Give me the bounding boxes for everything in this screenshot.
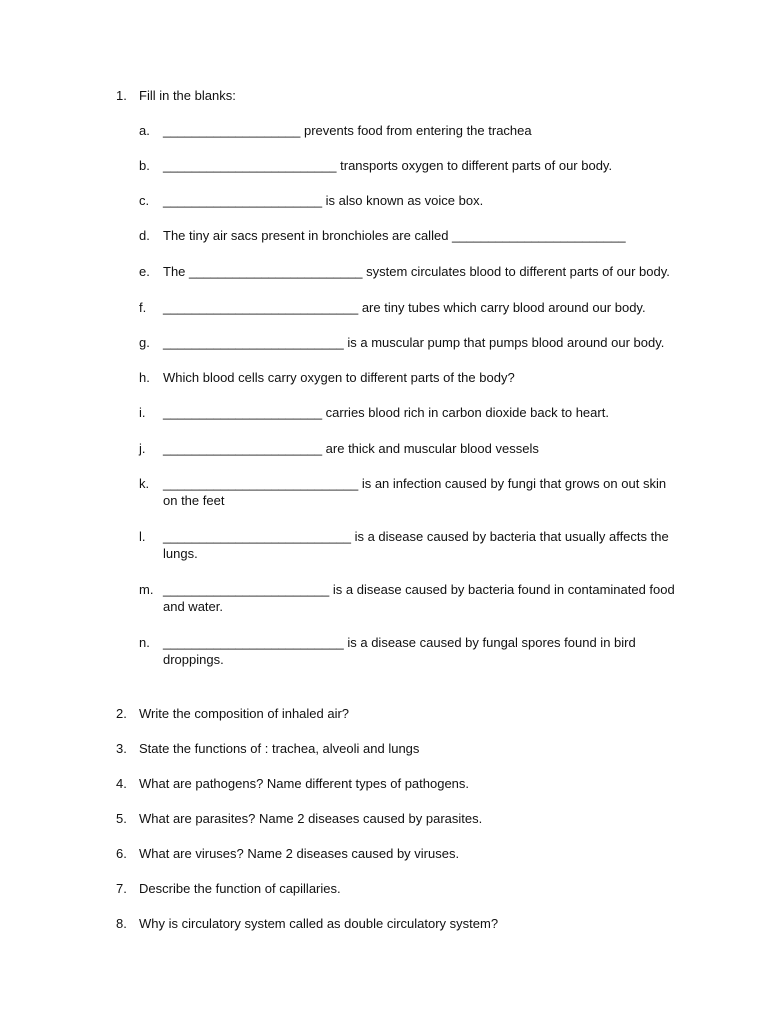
- item-letter: d.: [139, 228, 150, 243]
- item-letter: n.: [139, 635, 150, 650]
- item-text: The tiny air sacs present in bronchioles are called ________________________: [163, 228, 626, 243]
- question-text: Describe the function of capillaries.: [139, 881, 341, 896]
- question-number: 2.: [116, 706, 127, 721]
- item-text: ______________________ carries blood rich in carbon dioxide back to heart.: [163, 405, 609, 420]
- item-letter: a.: [139, 123, 150, 138]
- item-letter: g.: [139, 335, 150, 350]
- item-text: __________________________ is a disease caused by bacteria that usually affects the lungs.: [163, 529, 669, 561]
- item-letter: b.: [139, 158, 150, 173]
- question-number: 6.: [116, 846, 127, 861]
- item-letter: e.: [139, 264, 150, 279]
- item-text: ______________________ is also known as voice box.: [163, 193, 484, 208]
- item-text: ___________________________ are tiny tubes which carry blood around our body.: [163, 300, 646, 315]
- question-text: What are parasites? Name 2 diseases caused by parasites.: [139, 811, 483, 826]
- question-number: 4.: [116, 776, 127, 791]
- item-letter: h.: [139, 370, 150, 385]
- item-text: ________________________ transports oxygen to different parts of our body.: [163, 158, 613, 173]
- item-letter: f.: [139, 300, 147, 315]
- question-text: What are viruses? Name 2 diseases caused by viruses.: [139, 846, 460, 861]
- question-number: 7.: [116, 881, 127, 896]
- question-text: Why is circulatory system called as double circulatory system?: [139, 916, 499, 931]
- item-text: _________________________ is a muscular pump that pumps blood around our body.: [163, 335, 665, 350]
- item-letter: j.: [139, 441, 146, 456]
- item-letter: k.: [139, 476, 150, 491]
- item-text: ___________________________ is an infection caused by fungi that grows on out skin on the feet: [163, 476, 667, 508]
- question-text: Fill in the blanks:: [139, 88, 236, 103]
- question-number: 5.: [116, 811, 127, 826]
- question-text: What are pathogens? Name different types of pathogens.: [139, 776, 470, 791]
- question-text: Write the composition of inhaled air?: [139, 706, 350, 721]
- item-text: ___________________ prevents food from entering the trachea: [163, 123, 532, 138]
- item-text: The ________________________ system circulates blood to different parts of our body.: [163, 264, 670, 279]
- item-letter: m.: [139, 582, 154, 597]
- item-text: Which blood cells carry oxygen to different parts of the body?: [163, 370, 515, 385]
- question-number: 3.: [116, 741, 127, 756]
- item-letter: i.: [139, 405, 146, 420]
- item-letter: c.: [139, 193, 150, 208]
- item-letter: l.: [139, 529, 146, 544]
- question-number: 8.: [116, 916, 127, 931]
- question-number: 1.: [116, 88, 127, 103]
- item-text: ______________________ are thick and muscular blood vessels: [163, 441, 539, 456]
- question-text: State the functions of : trachea, alveoli and lungs: [139, 741, 420, 756]
- item-text: _______________________ is a disease caused by bacteria found in contaminated food and water.: [163, 582, 675, 614]
- item-text: _________________________ is a disease caused by fungal spores found in bird droppings.: [163, 635, 636, 667]
